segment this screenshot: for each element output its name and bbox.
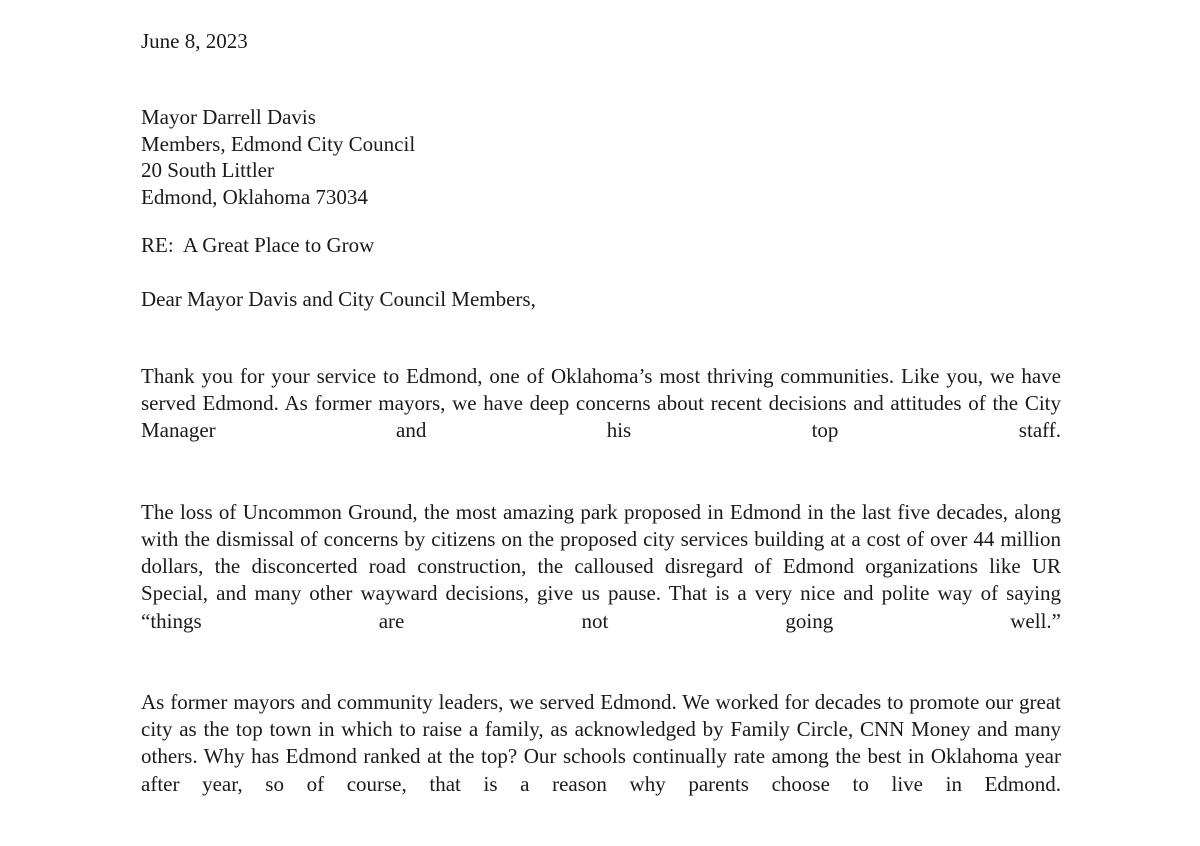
- salutation: Dear Mayor Davis and City Council Members,: [141, 287, 536, 311]
- subject-line: RE: A Great Place to Grow: [141, 233, 375, 257]
- recipient-line-name: Mayor Darrell Davis: [141, 105, 316, 129]
- recipient-address-block: [141, 104, 1061, 210]
- letter-date: June 8, 2023: [141, 29, 248, 53]
- recipient-line-city-state-zip: Edmond, Oklahoma 73034: [141, 184, 368, 209]
- recipient-line-organization: Members, Edmond City Council: [141, 131, 416, 156]
- body-paragraph-3: As former mayors and community leaders, we served Edmond. We worked for decades to promote our great city as the top town in which to raise a family, as acknowledged by Family Circle, CNN Money and many others. Why has Edmond ranked at the top? Our schools continually rate among the best in Oklahoma year after year, so of course, that is a reason why parents choose to live in Edmond.: [141, 690, 1061, 796]
- body-paragraph-2: The loss of Uncommon Ground, the most amazing park proposed in Edmond in the last five decades, along with the dismissal of concerns by citizens on the proposed city services building at a cost of over 44 million dollars, the disconcerted road construction, the calloused disregard of Edmond organizations like UR Special, and many other wayward decisions, give us pause. That is a very nice and polite way of saying “things are not going well.”: [141, 499, 1061, 633]
- body-paragraph-1: Thank you for your service to Edmond, one of Oklahoma’s most thriving communities. Like you, we have served Edmond. As former mayors, we have deep concerns about recent decisions and attitudes of the City Manager and his top staff.: [141, 364, 1061, 443]
- letter-body: [141, 0, 1061, 846]
- recipient-line-street: 20 South Littler: [141, 158, 274, 182]
